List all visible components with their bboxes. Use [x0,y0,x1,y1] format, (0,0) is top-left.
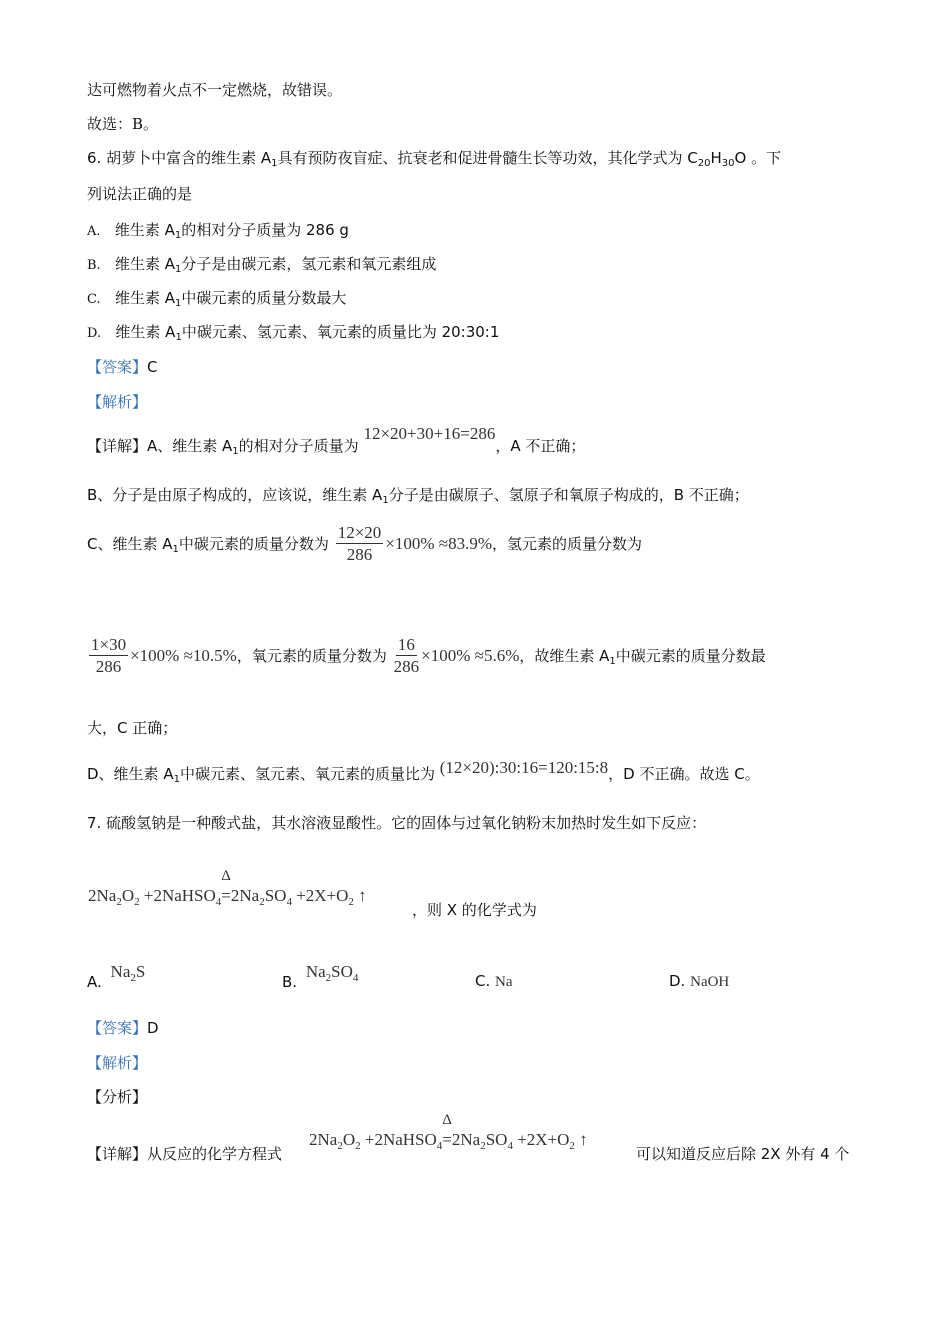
q6-detail-a: 【详解】A、维生素 $A_1$的相对分子质量为 12×20+30+16=286，A 不正确； [87,424,586,457]
fraction-carbon: $\frac{12\times 20}{286}$ [337,523,382,564]
q7-stem: 7. 硫酸氢钠是一种酸式盐，其水溶液显酸性。它的固体与过氧化钠粉末加热时发生如下反应： [87,814,707,832]
q6-option-c: C. 维生素 $A_1$中碳元素的质量分数最大 [87,289,347,309]
q7-option-c: C. Na [475,972,513,990]
q6-answer: 【答案】C [87,358,158,376]
formula-mass-ratio: (12×20):30:16=120:15:8 [439,758,609,777]
q7-detail-tail: 可以知道反应后除 2X 外有 4 个 [636,1145,850,1163]
q6-analysis-label: 【解析】 [87,393,148,411]
q6-option-b: B. 维生素 $A_1$分子是由碳元素，氢元素和氧元素组成 [87,255,437,275]
q7-detail-equation: $2Na_2O_2$ +2NaHSO$_4$ Δ $=2Na_2SO_4 +2X+O_2$ ↑ [309,1112,588,1152]
q7-option-b: B. $Na_2SO_4$ [282,962,359,991]
q7-detail: 【详解】从反应的化学方程式 [87,1145,283,1163]
q7-equation: $2Na_2O_2$ +2NaHSO$_4$ Δ $=2Na_2SO_4 +2X+O_2$ ↑ [88,868,367,908]
q6-detail-c-cont: $\frac{1\times 30}{286}$ ×100% ≈10.5%，氧元素的质量分数为 $\frac{16}{286}$ ×100% ≈5.6%，故维生素 $A_1$中碳元素的质量分数最 [91,635,766,676]
q6-detail-c: C、维生素 $A_1$中碳元素的质量分数为 $\frac{12\times 20}{286}$ ×100% ≈83.9%，氢元素的质量分数为 [87,523,643,564]
q6-detail-b: B、分子是由原子构成的，应该说，维生素 $A_1$分子是由碳原子、氢原子和氧原子构成的，B 不正确； [87,486,749,506]
q7-eq-tail: ，则 X 的化学式为 [412,901,537,919]
prev-line-1: 达可燃物着火点不一定燃烧，故错误。 [87,81,343,99]
formula-molar-mass: 12×20+30+16=286 [363,424,496,443]
q7-answer: 【答案】D [87,1019,159,1037]
q6-option-a: A. 维生素 $A_1$的相对分子质量为 286 g [87,221,349,241]
fraction-hydrogen: $\frac{1\times 30}{286}$ [91,635,127,676]
prev-line-2: 故选：B。 [87,115,159,133]
q6-stem-line2: 列说法正确的是 [87,185,193,203]
q7-analysis-label: 【解析】 [87,1054,148,1072]
q7-fenxi-label: 【分析】 [87,1088,148,1106]
q7-option-d: D. NaOH [669,972,730,990]
q6-stem: 6. 胡萝卜中富含的维生素 $A_1$具有预防夜盲症、抗衰老和促进骨髓生长等功效，其化学式为 $C_{20}H_{30}O$ 。下 [87,149,782,169]
q6-detail-c-end: 大，C 正确； [87,719,178,737]
fraction-oxygen: $\frac{16}{286}$ [393,635,420,676]
q6-option-d: D. 维生素 $A_1$中碳元素、氢元素、氧元素的质量比为 20:30:1 [87,323,500,343]
q6-detail-d: D、维生素 $A_1$中碳元素、氢元素、氧元素的质量比为 (12×20):30:16=120:15:8，D 不正确。故选 C。 [87,758,760,785]
q7-option-a: A. $Na_2S$ [87,962,146,991]
